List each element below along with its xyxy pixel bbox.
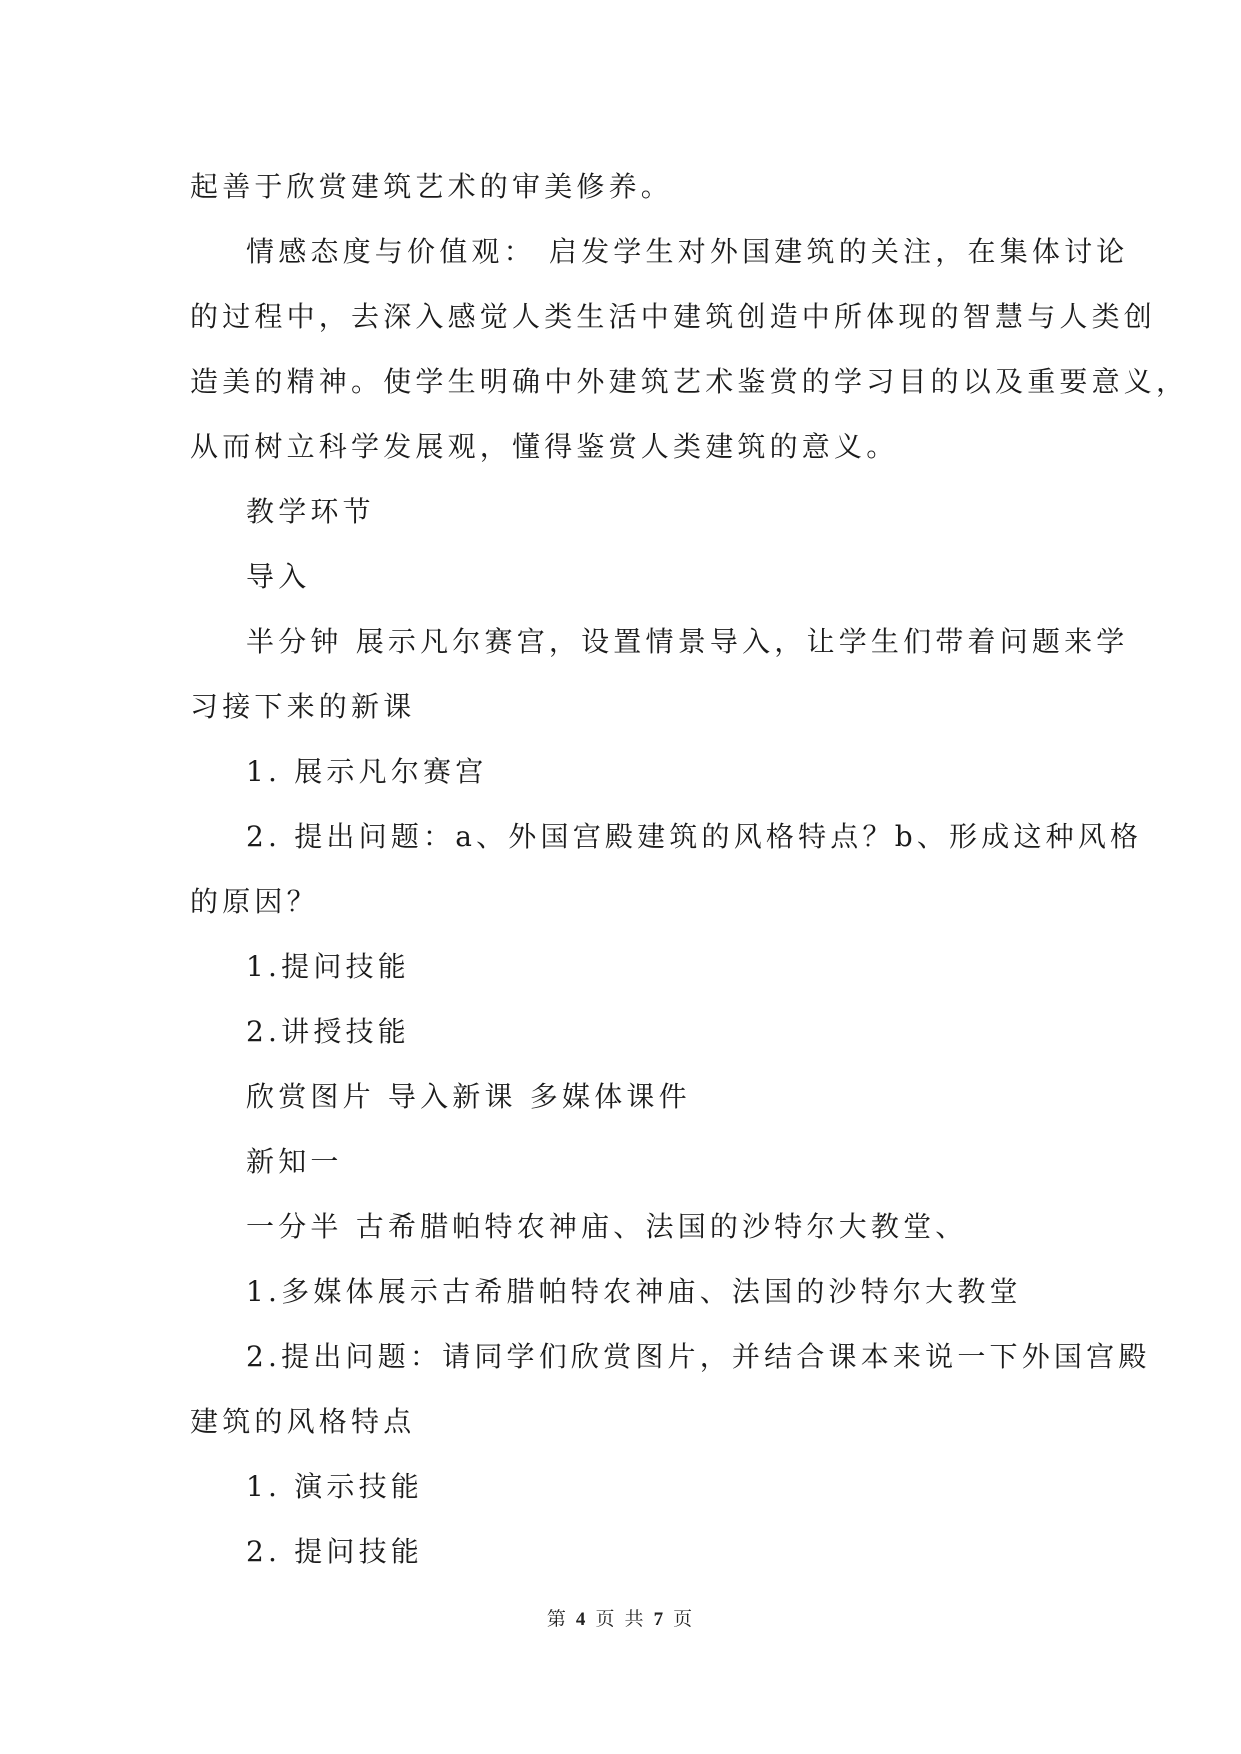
text-line: 的原因？ xyxy=(190,885,319,918)
list-item: 2.讲授技能 xyxy=(246,1015,410,1048)
text-line: 半分钟 展示凡尔赛宫，设置情景导入，让学生们带着问题来学 xyxy=(246,625,1129,658)
total-pages-number: 7 xyxy=(653,1609,666,1630)
list-item: 1.提问技能 xyxy=(246,950,410,983)
text-line: 习接下来的新课 xyxy=(190,690,416,723)
section-heading: 导入 xyxy=(246,560,311,593)
current-page-number: 4 xyxy=(575,1609,588,1630)
list-item: 1.多媒体展示古希腊帕特农神庙、法国的沙特尔大教堂 xyxy=(246,1275,1022,1308)
list-item: 2. 提问技能 xyxy=(246,1535,424,1568)
text-line: 欣赏图片 导入新课 多媒体课件 xyxy=(246,1080,691,1113)
footer-middle: 页 共 xyxy=(595,1608,646,1630)
page-footer xyxy=(0,1604,1241,1631)
text-line: 一分半 古希腊帕特农神庙、法国的沙特尔大教堂、 xyxy=(246,1210,968,1243)
list-item: 1. 展示凡尔赛宫 xyxy=(246,755,488,788)
text-line: 起善于欣赏建筑艺术的审美修养。 xyxy=(190,170,674,203)
section-heading: 教学环节 xyxy=(246,495,375,528)
document-body xyxy=(190,154,1189,1584)
list-item: 1. 演示技能 xyxy=(246,1470,424,1503)
text-line: 的过程中，去深入感觉人类生活中建筑创造中所体现的智慧与人类创 xyxy=(190,300,1157,333)
text-line: 造美的精神。使学生明确中外建筑艺术鉴赏的学习目的以及重要意义， xyxy=(190,365,1189,398)
text-line: 建筑的风格特点 xyxy=(190,1405,416,1438)
footer-prefix: 第 xyxy=(546,1608,568,1630)
list-item: 2.提出问题：请同学们欣赏图片，并结合课本来说一下外国宫殿 xyxy=(246,1340,1151,1373)
section-heading: 新知一 xyxy=(246,1145,343,1178)
text-line: 情感态度与价值观： 启发学生对外国建筑的关注，在集体讨论 xyxy=(246,235,1129,268)
text-line: 从而树立科学发展观，懂得鉴赏人类建筑的意义。 xyxy=(190,430,899,463)
footer-suffix: 页 xyxy=(673,1608,695,1630)
list-item: 2. 提出问题：a、外国宫殿建筑的风格特点？b、形成这种风格 xyxy=(246,820,1143,853)
